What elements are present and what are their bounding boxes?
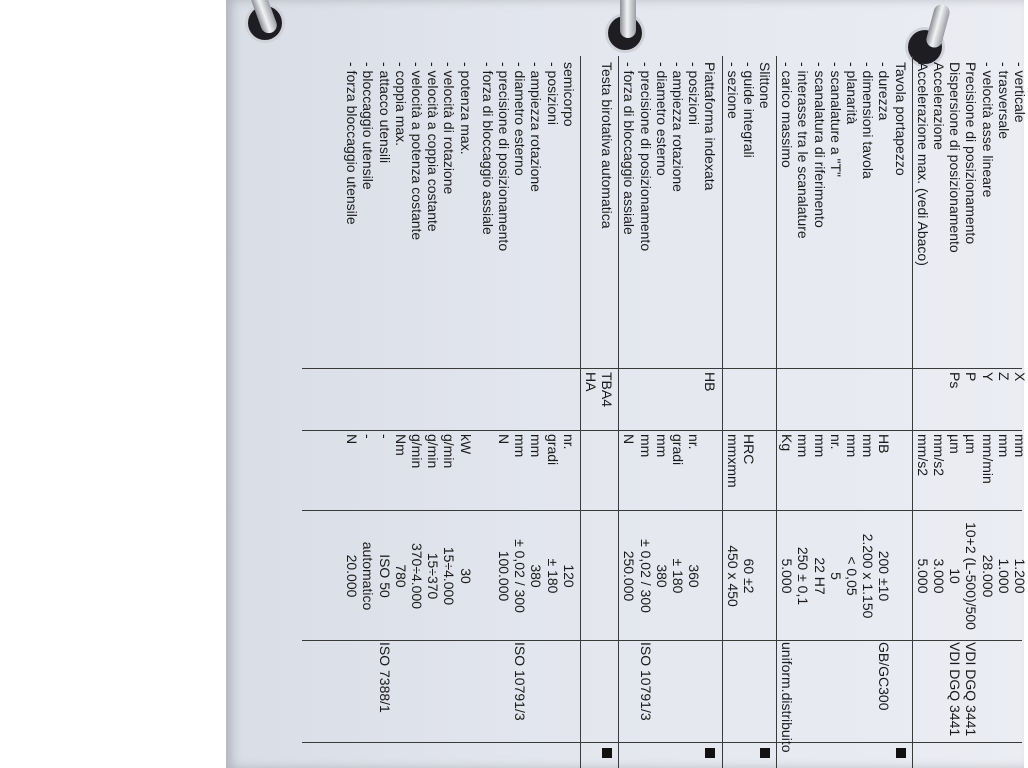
table-row <box>915 56 931 768</box>
row-unit: mm <box>860 434 877 458</box>
section-divider <box>722 56 723 768</box>
row-reference: VDI DGQ 3441 <box>947 642 964 737</box>
row-value: 22 H7 <box>811 557 828 595</box>
table-row <box>638 56 654 768</box>
row-label: - precisione di posizionamento <box>637 62 654 252</box>
section-divider <box>912 56 913 768</box>
table-row <box>828 56 844 768</box>
row-label: Testa birotativa automatica <box>599 62 616 229</box>
row-label: - velocità di rotazione <box>441 62 458 195</box>
row-unit: mm/s2 <box>931 434 947 476</box>
row-unit: N <box>621 434 638 445</box>
table-row <box>409 56 425 768</box>
row-reference: uniform.distribuito <box>779 642 796 753</box>
row-unit: mm <box>795 434 812 458</box>
section-marker-icon <box>602 748 612 758</box>
row-unit: N <box>496 434 512 445</box>
row-value: 3.000 <box>931 558 947 594</box>
row-value: 28.000 <box>979 554 996 598</box>
row-label: - velocità a coppia costante <box>425 62 442 232</box>
row-unit: nr. <box>827 434 844 450</box>
row-unit: mm <box>528 434 545 458</box>
row-symbol: TBA4 <box>599 372 616 408</box>
row-value: ± 0,02 / 300 <box>512 539 529 613</box>
row-unit: mm/min <box>979 434 996 484</box>
row-value: 780 <box>392 564 409 588</box>
row-label: semicorpo <box>560 62 577 127</box>
row-label: - forza di bloccaggio assiale <box>479 62 496 235</box>
section-marker-icon <box>896 748 906 758</box>
table-row <box>458 56 474 768</box>
row-unit: - <box>376 434 393 439</box>
row-label: Accelerazione <box>931 62 947 150</box>
row-value: automatico <box>360 541 377 611</box>
table-row <box>393 56 409 768</box>
section-divider <box>618 56 619 768</box>
row-label: - guide integrali <box>740 62 757 158</box>
row-symbol: HB <box>702 372 719 392</box>
row-label: - velocità asse lineare <box>979 62 996 198</box>
row-value: < 0,05 <box>844 556 860 596</box>
row-label: - forza di bloccaggio assiale <box>621 62 638 235</box>
table-row <box>377 56 393 768</box>
row-unit: HB <box>876 434 893 454</box>
row-value: ± 180 <box>670 558 686 594</box>
row-label: - ampiezza rotazione <box>528 62 545 192</box>
row-label: - carico massimo <box>779 62 796 168</box>
row-unit: gradi <box>544 434 561 466</box>
table-row <box>860 56 876 768</box>
row-label: - ampiezza rotazione <box>670 62 686 192</box>
table-row <box>599 56 615 768</box>
row-reference: ISO 10791/3 <box>512 642 529 721</box>
row-value: 360 <box>686 564 703 588</box>
table-row <box>931 56 947 768</box>
section-marker-icon <box>705 748 715 758</box>
table-row <box>561 56 577 768</box>
row-value: 30 <box>457 568 474 584</box>
row-value: 5.000 <box>779 558 796 594</box>
row-value: 60 ±2 <box>740 558 757 594</box>
row-unit: mm/s2 <box>914 434 931 476</box>
row-value: 5.000 <box>914 558 931 594</box>
row-label: - diametro esterno <box>512 62 529 176</box>
row-unit: - <box>360 434 377 439</box>
row-label: - durezza <box>876 62 893 121</box>
row-unit: g/min <box>409 434 425 469</box>
row-reference: VDI DGQ 3441 <box>963 642 980 737</box>
row-unit: mm <box>653 434 670 458</box>
row-value: 250.000 <box>621 550 638 602</box>
table-row <box>621 56 637 768</box>
table-row <box>741 56 757 768</box>
table-row <box>425 56 441 768</box>
binder-ring-2 <box>620 0 636 38</box>
section-divider <box>776 56 777 768</box>
row-symbol: Z <box>995 372 1012 381</box>
row-value: ISO 50 <box>376 554 393 598</box>
row-label: - posizioni <box>544 62 561 126</box>
row-value: 1.000 <box>995 558 1012 594</box>
row-reference: GB/GC300 <box>876 642 893 711</box>
row-unit: g/min <box>441 434 458 469</box>
table-row <box>876 56 892 768</box>
row-unit: mm <box>512 434 529 458</box>
table-row <box>654 56 670 768</box>
row-label: - potenza max. <box>457 62 474 155</box>
table-row <box>757 56 773 768</box>
row-value: 370÷4.000 <box>409 542 425 610</box>
table-row <box>583 56 599 768</box>
row-label: Precisione di posizionamento <box>963 62 980 245</box>
spec-table <box>302 56 1028 768</box>
row-unit: g/min <box>425 434 442 469</box>
table-row <box>344 56 360 768</box>
row-unit: mm <box>844 434 860 458</box>
row-unit: µm <box>947 434 964 454</box>
row-value: 5 <box>827 572 844 580</box>
row-label: - planarità <box>844 62 860 125</box>
row-label: - velocità a potenza costante <box>409 62 425 241</box>
table-row <box>812 56 828 768</box>
table-row <box>947 56 963 768</box>
row-unit: nr. <box>686 434 703 450</box>
row-value: 100.000 <box>496 550 512 602</box>
table-row <box>686 56 702 768</box>
row-unit: Nm <box>392 434 409 456</box>
row-symbol: Ps <box>947 372 964 389</box>
row-unit: gradi <box>670 434 686 466</box>
section-divider <box>580 56 581 768</box>
table-row <box>844 56 860 768</box>
row-value: 120 <box>560 564 577 588</box>
table-row <box>725 56 741 768</box>
row-label: - trasversale <box>995 62 1012 140</box>
background-margin <box>0 0 226 768</box>
table-row <box>441 56 457 768</box>
table-row <box>702 56 718 768</box>
row-unit: mmxmm <box>724 434 741 488</box>
row-unit: mm <box>637 434 654 458</box>
row-label: - diametro esterno <box>653 62 670 176</box>
row-symbol: P <box>963 372 980 382</box>
table-row <box>545 56 561 768</box>
row-label: - verticale <box>1012 62 1028 123</box>
row-symbol: X <box>1012 372 1028 382</box>
row-value: 15÷370 <box>425 552 442 600</box>
row-label: Piattaforma indexata <box>702 62 719 191</box>
row-unit: Kg <box>779 434 796 452</box>
row-unit: N <box>344 434 361 445</box>
table-row <box>980 56 996 768</box>
table-row <box>963 56 979 768</box>
table-row <box>512 56 528 768</box>
row-value: 10+2 (L-500)/500 <box>963 522 980 630</box>
row-symbol: HA <box>583 372 599 392</box>
row-value: 20.000 <box>344 554 361 598</box>
row-value: 15÷4.000 <box>441 546 458 606</box>
row-unit: kW <box>457 434 474 455</box>
table-row <box>670 56 686 768</box>
row-label: - scanalature a "T" <box>827 62 844 177</box>
row-label: Slittone <box>757 62 773 109</box>
row-symbol: Y <box>979 372 996 382</box>
row-value: ± 0,02 / 300 <box>637 539 654 613</box>
row-label: - sezione <box>724 62 741 119</box>
row-label: - bloccaggio utensile <box>360 62 377 190</box>
row-unit: mm <box>1012 434 1028 458</box>
row-unit: mm <box>811 434 828 458</box>
row-reference: ISO 10791/3 <box>637 642 654 721</box>
table-row <box>779 56 795 768</box>
row-unit: nr. <box>560 434 577 450</box>
row-label: - dimensioni tavola <box>860 62 877 179</box>
row-value: 250 ± 0,1 <box>795 546 812 606</box>
row-unit: HRC <box>740 434 757 465</box>
row-reference: ISO 7388/1 <box>376 642 393 713</box>
row-label: Tavola portapezzo <box>892 62 909 176</box>
table-row <box>795 56 811 768</box>
row-value: 380 <box>528 564 545 588</box>
row-label: - precisione di posizionamento <box>496 62 512 252</box>
row-label: - forza bloccaggio utensile <box>344 62 361 225</box>
row-label: - posizioni <box>686 62 703 126</box>
row-value: 10 <box>947 568 964 584</box>
section-marker-icon <box>760 748 770 758</box>
table-row <box>996 56 1012 768</box>
row-value: 2.200 x 1.150 <box>860 533 877 619</box>
table-row <box>528 56 544 768</box>
row-value: 450 x 450 <box>724 545 741 607</box>
table-row <box>480 56 496 768</box>
row-label: Dispersione di posizionamento <box>947 62 964 253</box>
table-row <box>1012 56 1028 768</box>
table-row <box>893 56 909 768</box>
row-unit: mm <box>995 434 1012 458</box>
row-label: - scanalatura di riferimento <box>811 62 828 228</box>
row-value: 380 <box>653 564 670 588</box>
row-unit: µm <box>963 434 980 454</box>
row-label: Accelerazione max. (vedi Abaco) <box>914 62 931 266</box>
row-value: 1.200 <box>1012 558 1028 594</box>
row-label: - interasse tra le scanalature <box>795 62 812 239</box>
table-row <box>360 56 376 768</box>
table-row <box>496 56 512 768</box>
row-label: - coppia max. <box>392 62 409 147</box>
row-value: 200 ±10 <box>876 550 893 602</box>
row-label: - attacco utensili <box>376 62 393 164</box>
row-value: ± 180 <box>544 558 561 594</box>
